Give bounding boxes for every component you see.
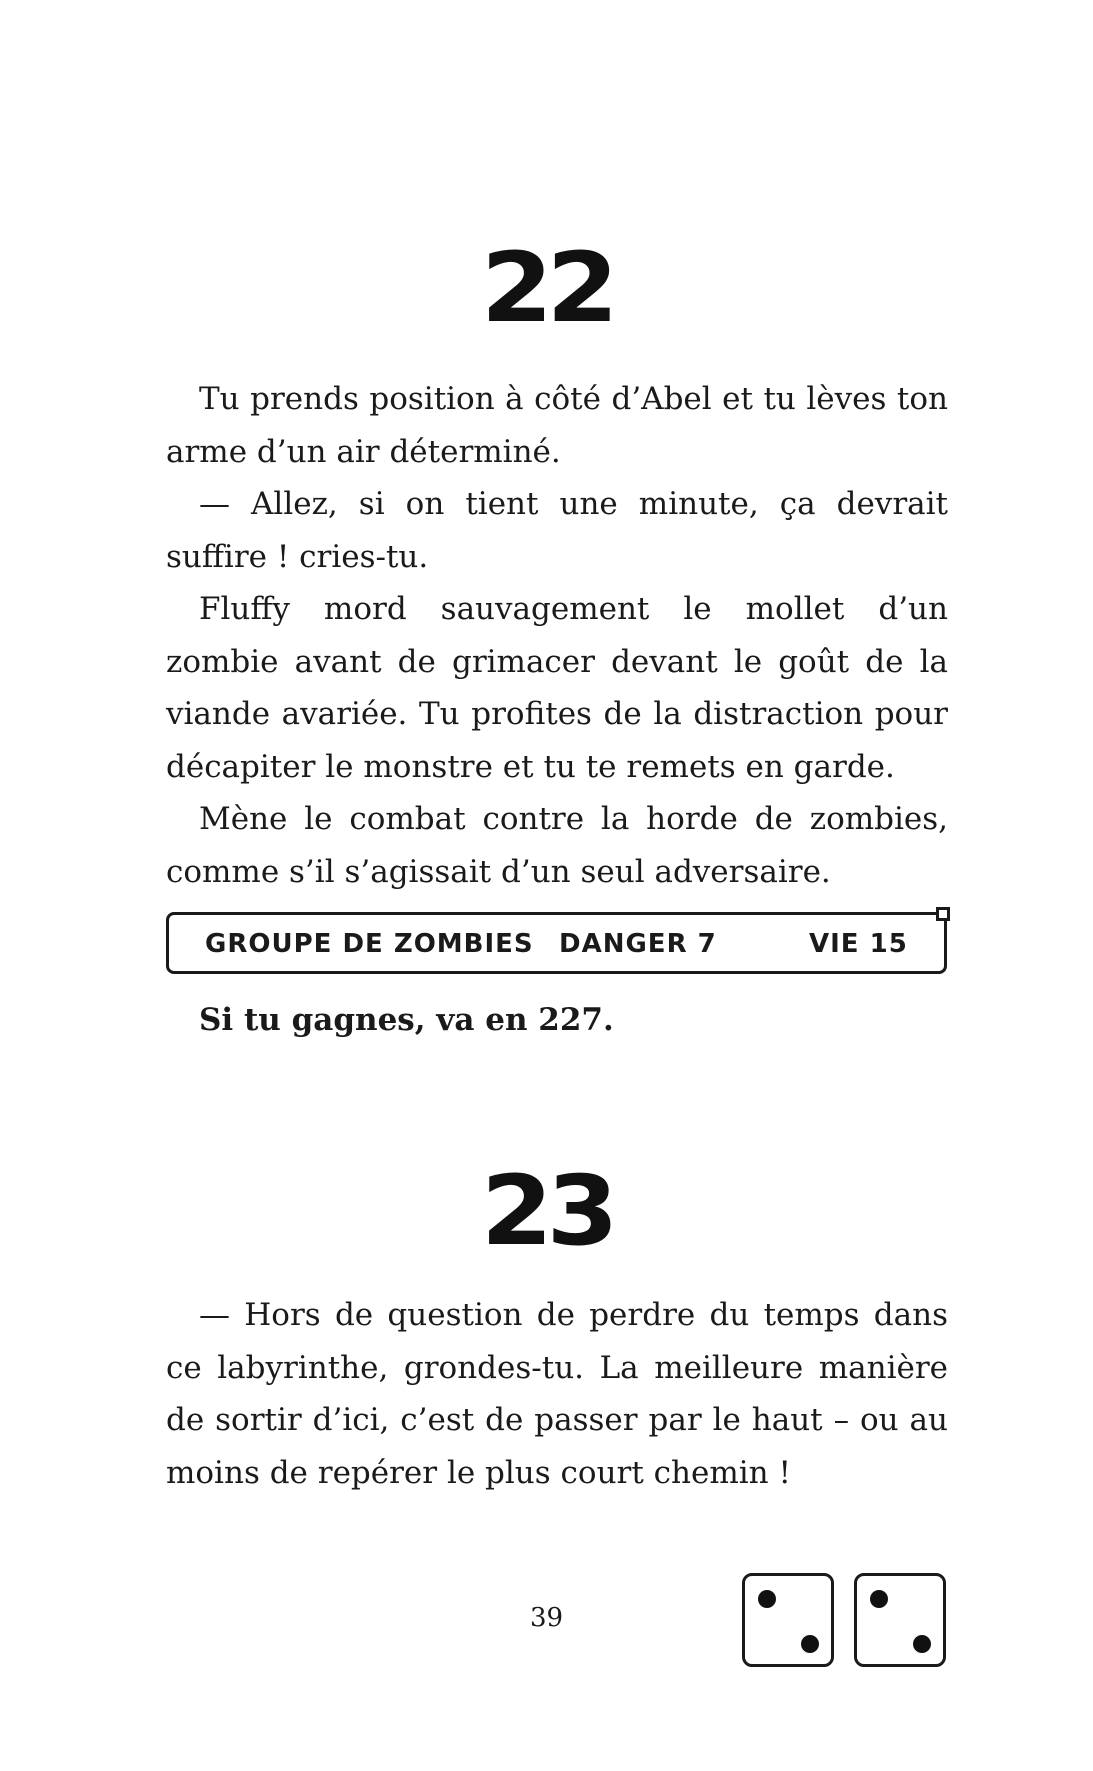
section-22-text <box>166 373 948 898</box>
paragraph: — Hors de question de perdre du temps dans ce labyrinthe, grondes-tu. La meilleure manière de sortir d’ici, c’est de passer par le haut – ou au moins de repérer le plus court chemin ! <box>166 1297 948 1491</box>
combat-stat-box <box>166 912 947 974</box>
paragraph: Mène le combat contre la horde de zombies, comme s’il s’agissait d’un seul adversaire. <box>166 801 948 890</box>
enemy-life: VIE 15 <box>809 929 908 959</box>
enemy-name: GROUPE DE ZOMBIES <box>205 929 534 959</box>
die-icon <box>742 1573 834 1667</box>
section-number-22: 22 <box>480 232 613 344</box>
die-pip <box>913 1635 931 1653</box>
die-pip <box>870 1590 888 1608</box>
die-pip <box>801 1635 819 1653</box>
section-23-text <box>166 1289 948 1499</box>
die-pip <box>758 1590 776 1608</box>
paragraph: Fluffy mord sauvagement le mollet d’un zombie avant de grimacer devant le goût de la viande avariée. Tu profites de la distraction pour décapiter le monstre et tu te remets en garde. <box>166 591 948 785</box>
paragraph: — Allez, si on tient une minute, ça devrait suffire ! cries-tu. <box>166 486 948 575</box>
page-number: 39 <box>529 1603 564 1633</box>
enemy-danger: DANGER 7 <box>559 929 717 959</box>
section-22-outcome: Si tu gagnes, va en 227. <box>199 1002 614 1038</box>
paragraph: Tu prends position à côté d’Abel et tu lèves ton arme d’un air déterminé. <box>166 381 948 470</box>
die-icon <box>854 1573 946 1667</box>
box-notch-decoration <box>936 907 950 921</box>
section-number-23: 23 <box>480 1155 613 1267</box>
